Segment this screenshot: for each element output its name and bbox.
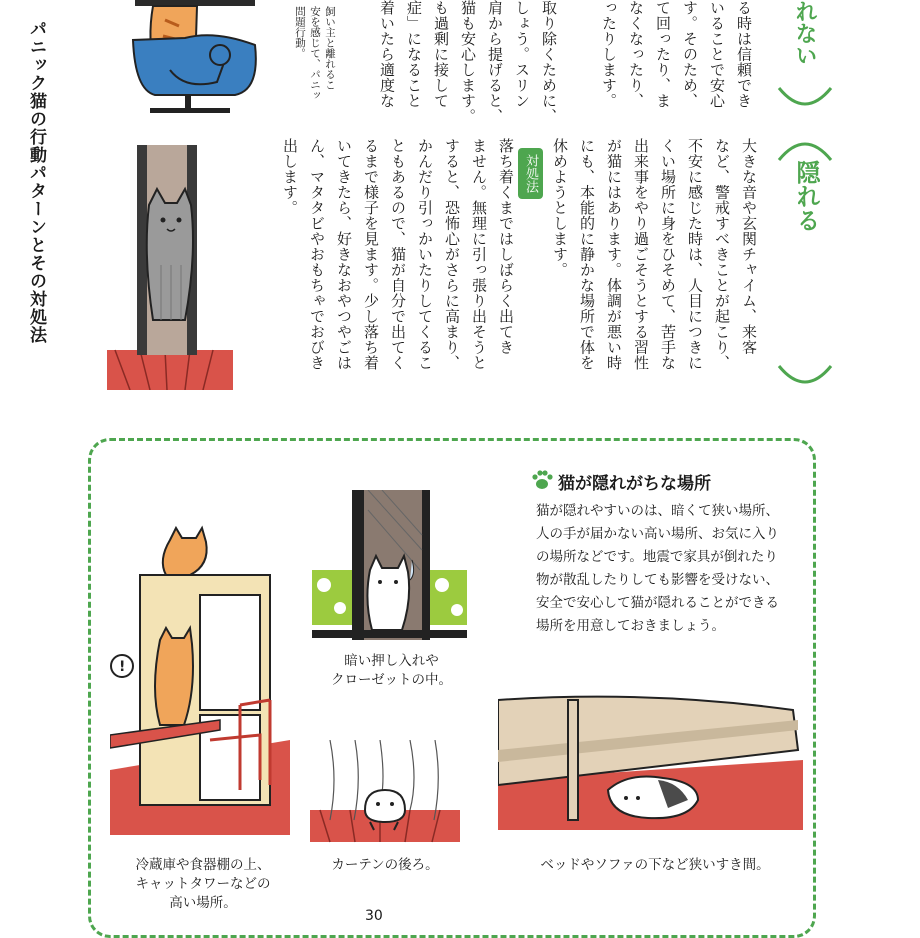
text-line: なくなったり、 — [627, 0, 645, 109]
caption-closet — [324, 652, 459, 690]
side-title: パニック猫の行動パターンとその対処法 — [26, 20, 46, 344]
text-line: など、警戒すべきことが起こり、 — [713, 138, 731, 371]
info-line: 人の手が届かない高い場所、お気に入り — [536, 526, 779, 542]
text-line: いてきたら、好きなおやつやごは — [335, 138, 353, 371]
text-line: ともあるので、猫が自分で出てく — [389, 138, 407, 371]
info-title: 猫が隠れがちな場所 — [558, 474, 711, 494]
text-line: 休めようとします。 — [551, 138, 569, 278]
paw-icon — [530, 468, 554, 492]
svg-text:!: ! — [119, 659, 126, 675]
info-line: 場所を用意しておきましょう。 — [536, 618, 725, 634]
upper-text-block-2 — [373, 0, 562, 124]
paren-close — [775, 358, 835, 398]
text-line: くい場所に身をひそめて、苦手な — [659, 138, 677, 371]
caption-line: クローゼットの中。 — [331, 672, 452, 688]
text-line: るまで様子を見ます。少し落ち着 — [362, 138, 380, 371]
side-note-line: 飼い主と離れるこ — [324, 6, 336, 90]
heading-partial: れない — [792, 0, 817, 66]
info-line: の場所などです。地震で家具が倒れたり — [536, 549, 778, 565]
text-line: 肩から提げると、 — [486, 0, 504, 124]
text-line: 出します。 — [281, 138, 299, 216]
text-line: 不安に感じた時は、人目につきに — [686, 138, 704, 371]
closet-cat-illustration — [312, 490, 467, 645]
taisho-text — [276, 138, 519, 393]
text-line: が猫にはあります。体調が悪い時 — [605, 138, 623, 371]
caption-line: 冷蔵庫や食器棚の上、 — [135, 857, 271, 873]
caption-fridge — [118, 856, 288, 913]
caption-line: 暗い押し入れや — [344, 653, 439, 669]
text-line: ったりします。 — [600, 0, 618, 109]
text-line: す。そのため、 — [681, 0, 699, 109]
info-body — [536, 500, 779, 638]
gray-cat-doorway-illustration — [105, 145, 235, 390]
text-line: 取り除くために、 — [540, 0, 558, 124]
text-line: かんだり引っかいたりしてくるこ — [416, 138, 434, 371]
page-number: 30 — [365, 908, 383, 924]
paren-top-bottom — [775, 80, 835, 120]
text-line: 出来事をやり過ごそうとする習性 — [632, 138, 650, 371]
text-line: 大きな音や玄関チャイム、来客 — [740, 138, 758, 355]
caption-line: 高い場所。 — [169, 895, 237, 911]
cat-on-chair-illustration — [125, 0, 270, 115]
info-line: 物が散乱したりしても影響を受けない、 — [536, 572, 779, 588]
text-line: いることで安心 — [708, 0, 726, 109]
text-line: にも、本能的に静かな場所で体を — [578, 138, 596, 371]
text-line: ん、マタタビやおもちゃでおびき — [308, 138, 326, 371]
caption-line: キャットタワーなどの — [135, 876, 271, 892]
info-line: 猫が隠れやすいのは、暗くて狭い場所、 — [536, 503, 779, 519]
caption-curtain: カーテンの後ろ。 — [331, 857, 439, 873]
side-note-line: 安を感じて、パニッ — [309, 6, 321, 101]
side-note — [292, 6, 337, 146]
curtain-cat-illustration — [310, 740, 460, 845]
text-line: 着いたら適度な — [378, 0, 396, 109]
info-line: 安全で安心して猫が隠れることができる — [536, 595, 779, 611]
text-line: すると、恐怖心がさらに高まり、 — [443, 138, 461, 371]
section-text — [546, 138, 762, 393]
caption-bed: ベッドやソファの下など狭いすき間。 — [540, 857, 770, 873]
text-line: て回ったり、ま — [654, 0, 672, 109]
text-line: 症」になること — [405, 0, 423, 109]
side-note-line: 問題行動。 — [294, 6, 306, 59]
cupboard-cats-illustration — [110, 520, 290, 835]
text-line: も過剰に接して — [432, 0, 450, 109]
text-line: 猫も安心します。 — [459, 0, 477, 124]
text-line: しょう。スリン — [513, 0, 531, 109]
text-line: ません。無理に引っ張り出そうと — [470, 138, 488, 371]
text-line: 落ち着くまではしばらく出てき — [497, 138, 515, 355]
upper-text-block-1 — [595, 0, 757, 112]
heading-kakureru: 隠れる — [792, 160, 820, 232]
taisho-badge: 対処法 — [518, 148, 543, 199]
bed-cat-illustration — [498, 690, 803, 830]
text-line: る時は信頼でき — [735, 0, 753, 109]
